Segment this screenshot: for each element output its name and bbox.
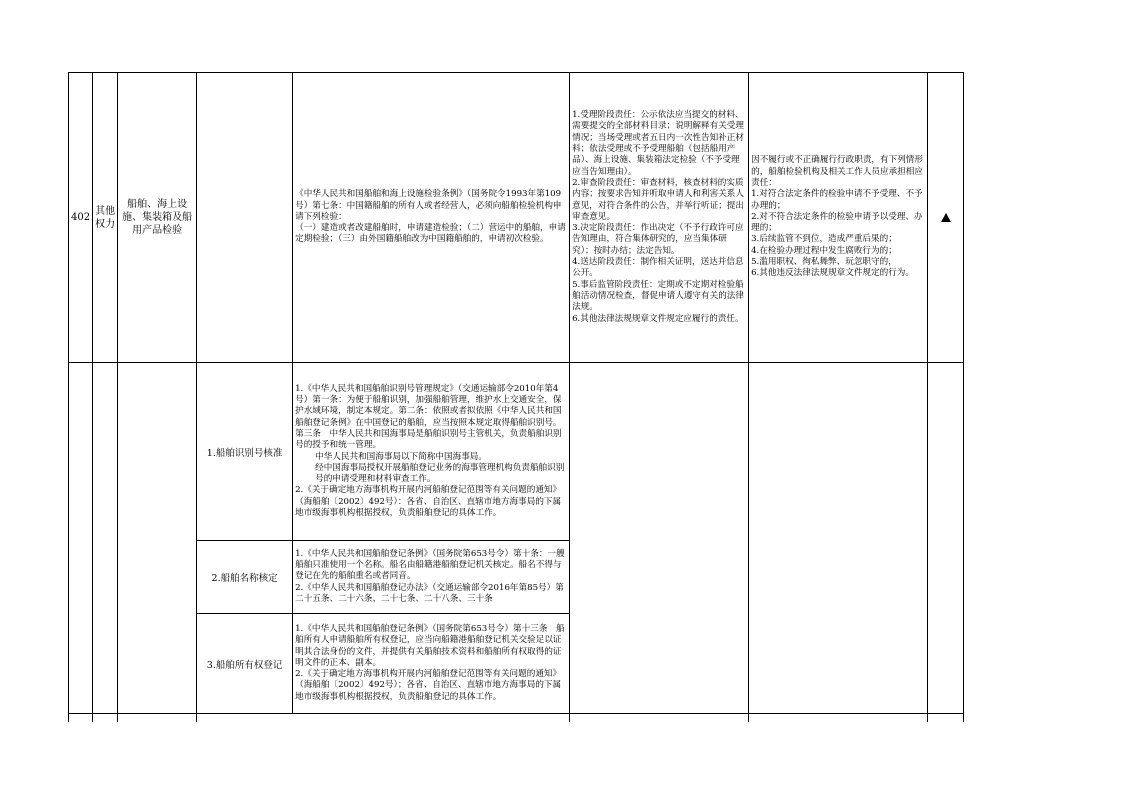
legal-basis-cell: [293, 541, 570, 614]
row-number: [69, 73, 93, 363]
mark-cell: [928, 73, 964, 363]
table-row: [69, 714, 964, 722]
legal-basis-paragraph: （一）建造或者改建船舶时，申请建造检验；（二）营运中的船舶，申请定期检验；（三）由外国籍船舶改为中国籍船舶的，申请初次检验。: [295, 223, 566, 245]
category-cell: [93, 714, 118, 722]
subitem-text: 3.船舶所有权登记: [206, 659, 283, 671]
row-number: [69, 714, 93, 722]
legal-basis-cell: [293, 363, 570, 541]
accountability-item: 5.滥用职权、徇私舞弊、玩忽职守的，: [751, 257, 897, 268]
subitem-cell: [197, 73, 293, 363]
responsibility-item: 3.决定阶段责任：作出决定（不予行政许可应告知理由，符合集体研究的，应当集体研究）；按时办结；法定告知。: [572, 223, 744, 256]
power-name-cell: [118, 714, 197, 722]
legal-basis-paragraph: 《中华人民共和国船舶和海上设施检验条例》（国务院令1993年第109号）第七条：中国籍船舶的所有人或者经营人，必须向船舶检验机构申请下列检验：: [295, 189, 562, 222]
accountability-item: 2.对不符合法定条件的检验申请予以受理、办理的；: [751, 211, 923, 234]
legal-basis-paragraph: 1.《中华人民共和国船舶登记条例》（国务院第653号令）第十条：一艘船舶只准使用一个名称。船名由船籍港船舶登记机关核定。船名不得与登记在先的船舶重名或者同音。: [295, 548, 565, 582]
category-cell: [93, 363, 118, 714]
legal-basis-paragraph: 经中国海事局授权开展船舶登记业务的海事管理机构负责船舶识别号的申请受理和材料审查工作。: [315, 462, 565, 485]
responsibility-cell: [570, 73, 749, 363]
legal-basis-cell: [293, 73, 570, 363]
legal-basis-cell: [293, 714, 570, 722]
legal-basis-paragraph: 1.《中华人民共和国船舶登记条例》（国务院第653号令）第十三条 船舶所有人申请船舶所有权登记，应当向船籍港船舶登记机关交验足以证明其合法身份的文件，并提供有关船舶技术资料和船舶所有权取得的证明文件的正本、副本。: [295, 623, 565, 668]
subitem-text: 2.船舶名称核定: [211, 573, 278, 584]
mark-cell: [928, 714, 964, 722]
power-list-table: [68, 72, 964, 722]
legal-basis-paragraph: 1.《中华人民共和国船舶识别号管理规定》（交通运输部令2010年第4号）第一条：为便于船舶识别，加强船舶管理，维护水上交通安全，保护水域环境，制定本规定。第二条：依照或者拟依照《中华人民共和国船舶登记条例》在中国登记的船舶，应当按照本规定取得船舶识别号。: [295, 383, 562, 428]
accountability-item: 4.在检验办理过程中发生腐败行为的；: [751, 245, 897, 256]
accountability-cell: [749, 363, 928, 714]
accountability-item: 1.对符合法定条件的检验申请不予受理、不予办理的；: [751, 189, 923, 211]
category-text: 其他权力: [95, 205, 116, 230]
row-number: [69, 363, 93, 714]
legal-basis-paragraph: 中华人民共和国海事局以下简称中国海事局。: [315, 451, 487, 462]
subitem-cell: [197, 614, 293, 714]
accountability-item: 3.后续监管不到位，造成严重后果的；: [751, 234, 897, 245]
triangle-up-icon: [941, 213, 951, 222]
subitem-cell: [197, 714, 293, 722]
power-name-cell: [118, 73, 197, 363]
responsibility-cell: [570, 363, 749, 714]
accountability-item: 6.其他违反法律法规规章文件规定的行为。: [751, 268, 914, 279]
legal-basis-paragraph: 2.《关于确定地方海事机构开展内河船舶登记范围等有关问题的通知》（海船舶〔2002〕492号）；各省、自治区、直辖市地方海事局的下属地市级海事机构根据授权，负责船舶登记的具体工作。: [295, 669, 562, 702]
accountability-item: 因不履行或不正确履行行政职责，有下列情形的，船舶检验机构及相关工作人员应承担相应责任：: [751, 155, 923, 188]
row-number-text: 402: [71, 212, 91, 223]
legal-basis-paragraph: 第三条 中华人民共和国海事局是船舶识别号主管机关，负责船舶识别号的授予和统一管理。: [295, 428, 562, 451]
legal-basis-cell: [293, 614, 570, 714]
accountability-cell: [749, 73, 928, 363]
responsibility-item: 1.受理阶段责任：公示依法应当提交的材料、需要提交的全部材料目录；说明解释有关受理情况；当场受理或者五日内一次性告知补正材料；依法受理或不予受理船舶（包括船用产品）、海上设施、集装箱法定检验（不予受理应当告知理由）。: [572, 110, 744, 177]
responsibility-item: 5.事后监管阶段责任：定期或不定期对检验船舶活动情况检查，督促申请人遵守有关的法律法规。: [572, 279, 744, 313]
accountability-cell: [749, 714, 928, 722]
legal-basis-paragraph: 2.《关于确定地方海事机构开展内河船舶登记范围等有关问题的通知》（海船舶〔2002〕492号）：各省、自治区、直辖市地方海事局的下属地市级海事机构根据授权，负责船舶登记的具体工作。: [295, 485, 562, 518]
responsibility-item: 6.其他法律法规规章文件规定应履行的责任。: [572, 313, 744, 324]
subitem-cell: [197, 363, 293, 541]
table-row: [69, 363, 964, 541]
table-row: [69, 73, 964, 363]
subitem-text: 1.船舶识别号核准: [206, 447, 283, 459]
power-name-text: 船舶、海上设施、集装箱及船用产品检验: [122, 199, 193, 236]
responsibility-cell: [570, 714, 749, 722]
category-cell: [93, 73, 118, 363]
power-name-cell: [118, 363, 197, 714]
responsibility-item: 2.审查阶段责任：审查材料，核查材料的实质内容；按要求告知并听取申请人和利害关系人意见，对符合条件的公告，并举行听证；提出审查意见。: [572, 177, 744, 222]
mark-cell: [928, 363, 964, 714]
legal-basis-paragraph: 2.《中华人民共和国船舶登记办法》（交通运输部令2016年第85号）第二十五条、二十六条、二十七条、二十八条、三十条: [295, 582, 564, 604]
subitem-cell: [197, 541, 293, 614]
responsibility-item: 4.送达阶段责任：制作相关证明，送达并信息公开。: [572, 257, 744, 279]
